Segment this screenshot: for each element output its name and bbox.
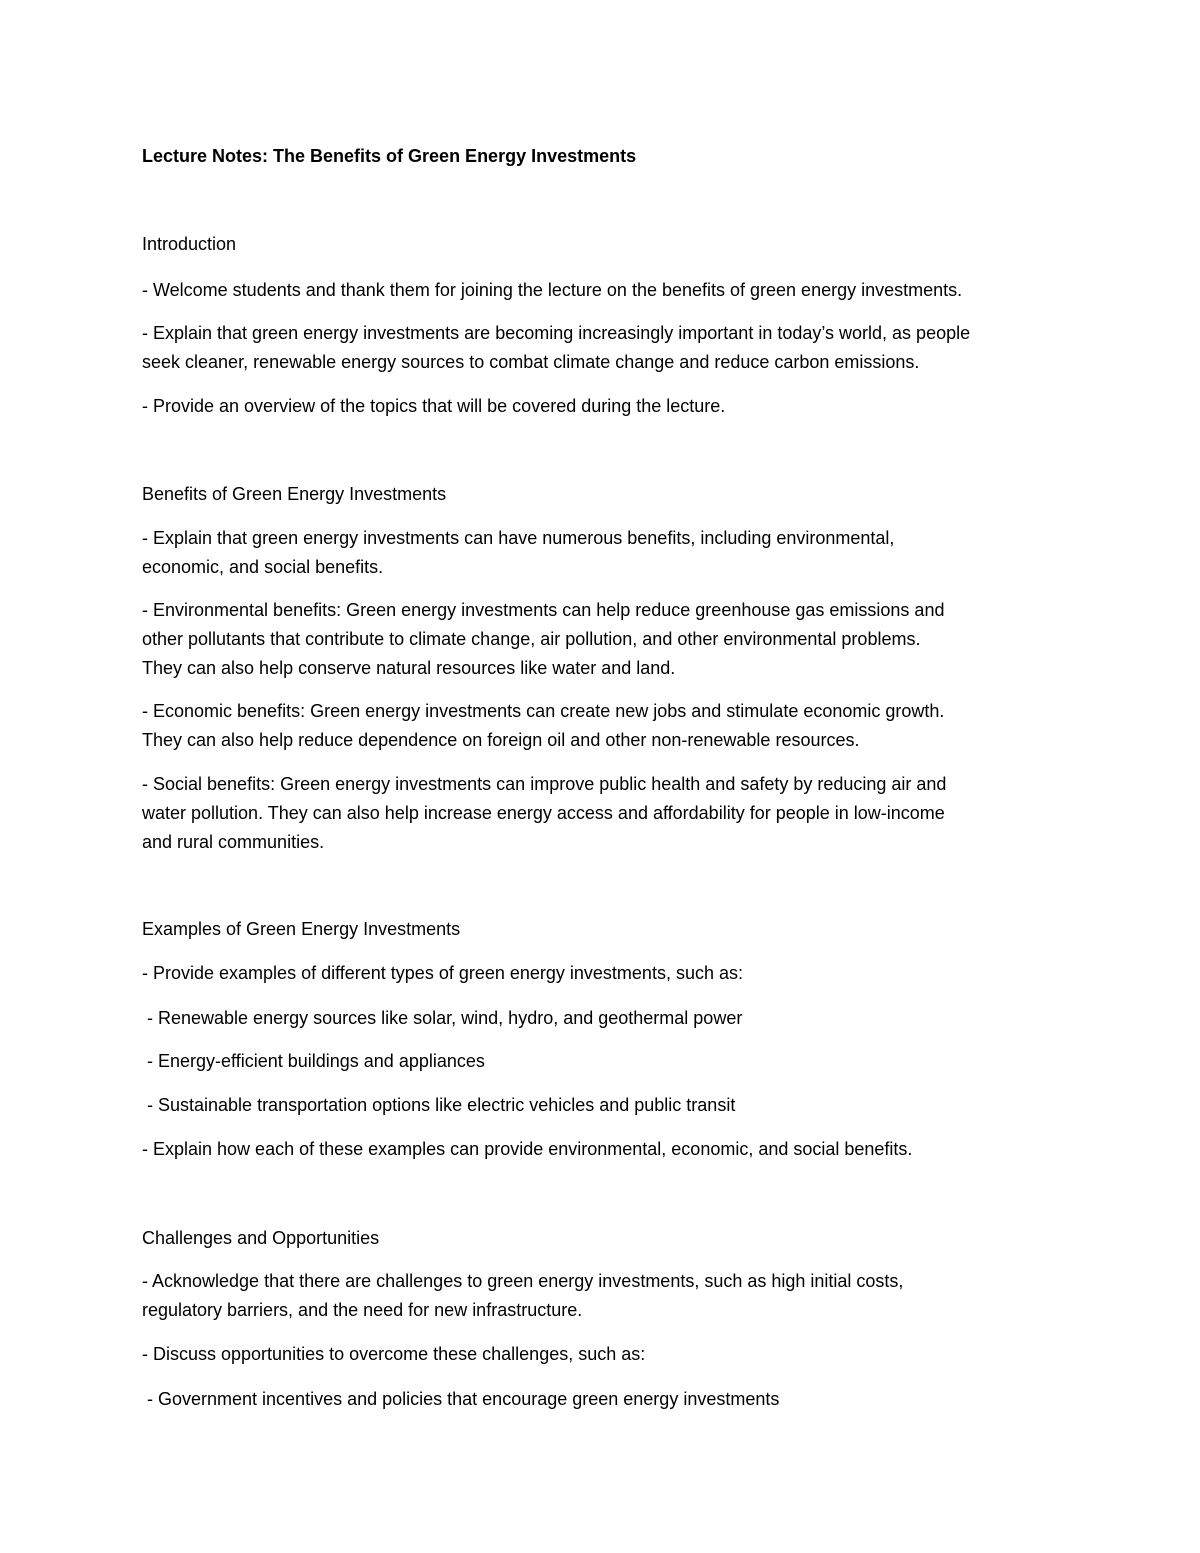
document-title: Lecture Notes: The Benefits of Green Energy Investments [142, 146, 637, 166]
text-line: - Welcome students and thank them for joining the lecture on the benefits of green energy investments. [142, 280, 963, 300]
section-heading-benefits: Benefits of Green Energy Investments [142, 484, 447, 504]
text-line: - Explain that green energy investments can have numerous benefits, including environmental, [142, 528, 895, 548]
section-heading-challenges: Challenges and Opportunities [142, 1228, 380, 1248]
text-line: - Provide an overview of the topics that will be covered during the lecture. [142, 396, 726, 416]
text-line: - Explain how each of these examples can provide environmental, economic, and social benefits. [142, 1139, 913, 1159]
text-line: seek cleaner, renewable energy sources to combat climate change and reduce carbon emissions. [142, 352, 920, 372]
text-line: - Government incentives and policies that encourage green energy investments [147, 1389, 780, 1409]
text-line: - Discuss opportunities to overcome these challenges, such as: [142, 1344, 646, 1364]
text-line: - Economic benefits: Green energy investments can create new jobs and stimulate economic growth. [142, 701, 945, 721]
text-line: economic, and social benefits. [142, 557, 384, 577]
text-line: They can also help conserve natural resources like water and land. [142, 658, 676, 678]
text-line: They can also help reduce dependence on foreign oil and other non-renewable resources. [142, 730, 860, 750]
text-line: water pollution. They can also help increase energy access and affordability for people in low-income [142, 803, 945, 823]
text-line: - Acknowledge that there are challenges to green energy investments, such as high initial costs, [142, 1271, 904, 1291]
text-line: - Explain that green energy investments are becoming increasingly important in today’s world, as people [142, 323, 971, 343]
text-line: - Environmental benefits: Green energy investments can help reduce greenhouse gas emissions and [142, 600, 945, 620]
text-line: - Renewable energy sources like solar, wind, hydro, and geothermal power [147, 1008, 743, 1028]
section-heading-introduction: Introduction [142, 234, 237, 254]
text-line: - Provide examples of different types of green energy investments, such as: [142, 963, 743, 983]
text-line: - Energy-efficient buildings and appliances [147, 1051, 485, 1071]
text-line: regulatory barriers, and the need for new infrastructure. [142, 1300, 583, 1320]
section-heading-examples: Examples of Green Energy Investments [142, 919, 461, 939]
text-line: and rural communities. [142, 832, 325, 852]
text-line: other pollutants that contribute to climate change, air pollution, and other environmental problems. [142, 629, 921, 649]
text-line: - Social benefits: Green energy investments can improve public health and safety by reducing air and [142, 774, 947, 794]
text-line: - Sustainable transportation options like electric vehicles and public transit [147, 1095, 736, 1115]
